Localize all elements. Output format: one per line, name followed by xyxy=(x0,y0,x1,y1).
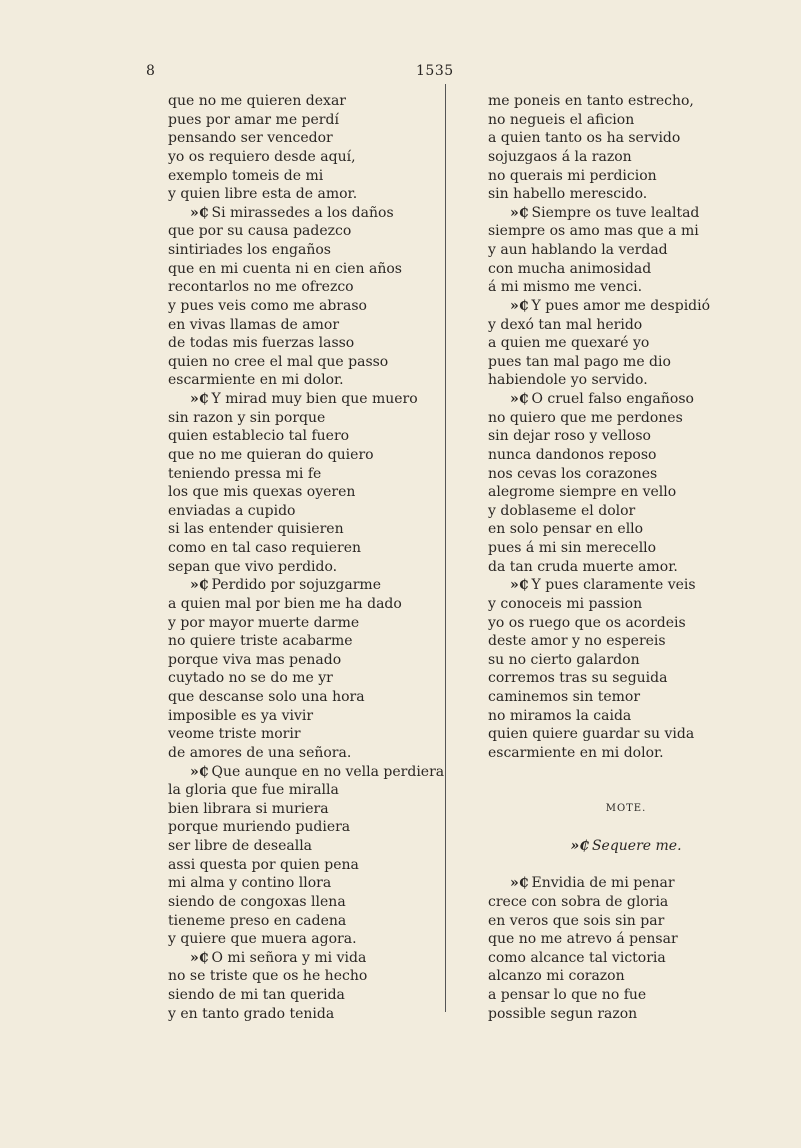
verse-text: sin razon y sin porque xyxy=(168,409,326,426)
page-number: 8 xyxy=(146,63,155,79)
verse-line xyxy=(168,837,440,856)
stanza-first-line xyxy=(168,390,440,409)
right-column xyxy=(488,92,788,1023)
verse-text: de amores de una señora. xyxy=(168,744,352,761)
verse-text: pensando ser vencedor xyxy=(168,130,333,147)
verse-line xyxy=(488,1005,788,1024)
verse-line xyxy=(168,334,440,353)
verse-line xyxy=(168,1005,440,1024)
verse-line xyxy=(168,614,440,633)
verse-text: porque viva mas penado xyxy=(168,651,342,668)
verse-line xyxy=(488,111,788,130)
verse-text: corremos tras su seguida xyxy=(488,670,668,687)
verse-line xyxy=(168,465,440,484)
column-divider xyxy=(445,84,446,1012)
verse-text: O cruel falso engañoso xyxy=(531,391,694,407)
verse-line xyxy=(488,595,788,614)
verse-line xyxy=(488,688,788,707)
verse-text: no se triste que os he hecho xyxy=(168,968,368,985)
verse-text: enviadas a cupido xyxy=(168,502,296,519)
motto-line xyxy=(488,837,764,856)
verse-line xyxy=(488,949,788,968)
verse-line xyxy=(488,241,788,260)
right-column-verses xyxy=(488,92,788,763)
verse-line xyxy=(168,111,440,130)
verse-text: ser libre de deseallа xyxy=(168,838,313,854)
pilcrow-mark: »₵ xyxy=(190,391,209,407)
verse-line xyxy=(488,707,788,726)
verse-text: deste amor y no espereis xyxy=(488,633,666,650)
stanza-first-line xyxy=(168,949,440,968)
pilcrow-mark: »₵ xyxy=(510,875,529,892)
stanza-first-line xyxy=(488,297,788,316)
verse-text: sin habello merescido. xyxy=(488,186,648,203)
verse-text: y aun hablando la verdad xyxy=(488,242,668,258)
verse-text: escarmiente en mi dolor. xyxy=(488,744,664,761)
verse-line xyxy=(168,353,440,372)
verse-line xyxy=(488,483,788,502)
verse-line xyxy=(488,725,788,744)
verse-line xyxy=(168,930,440,949)
verse-line xyxy=(168,893,440,912)
folio-number: 1535 xyxy=(416,63,454,79)
verse-text: mi alma y contino llora xyxy=(168,875,332,892)
spacer xyxy=(488,763,788,782)
verse-line xyxy=(488,465,788,484)
verse-line xyxy=(488,893,788,912)
verse-line xyxy=(168,185,440,204)
verse-text: a pensar lo que no fue xyxy=(488,987,647,1003)
verse-line xyxy=(168,92,440,111)
verse-text: que en mi cuenta ni en cien años xyxy=(168,260,402,277)
verse-text: escarmiente en mi dolor. xyxy=(168,372,344,389)
verse-text: en vivas llamas de amor xyxy=(168,316,340,333)
pilcrow-mark: »₵ xyxy=(190,204,209,221)
verse-text: como alcance tal victoria xyxy=(488,949,666,966)
verse-text: alcanzo mi corazon xyxy=(488,968,625,985)
verse-text: que no me quieren dexar xyxy=(168,93,346,109)
verse-text: yo os requiero desde aquí, xyxy=(168,148,356,165)
verse-text: la gloria que fue miralla xyxy=(168,782,339,799)
verse-line xyxy=(168,967,440,986)
motto-text: Sequere me. xyxy=(591,838,682,854)
verse-text: que por su causa padezco xyxy=(168,223,352,240)
verse-line xyxy=(168,222,440,241)
verse-text: Y mirad muy bien que muero xyxy=(211,391,418,407)
verse-text: O mi señora y mi vida xyxy=(211,949,367,966)
verse-text: y por mayor muerte darme xyxy=(168,614,360,631)
pilcrow-mark: »₵ xyxy=(510,297,529,314)
verse-line xyxy=(168,241,440,260)
verse-text: siendo de mi tan querida xyxy=(168,987,345,1003)
verse-text: nos cevas los corazones xyxy=(488,465,658,482)
verse-line xyxy=(168,688,440,707)
verse-line xyxy=(488,334,788,353)
verse-text: crece con sobra de gloria xyxy=(488,893,669,910)
verse-text: exemplo tomeis de mi xyxy=(168,167,324,184)
verse-line xyxy=(488,260,788,279)
verse-text: sintiriades los engaños xyxy=(168,242,331,258)
stanza-first-line xyxy=(168,576,440,595)
verse-text: no negueis el aficion xyxy=(488,111,635,128)
verse-line xyxy=(168,595,440,614)
verse-line xyxy=(168,632,440,651)
verse-text: y conoceis mi passion xyxy=(488,595,643,612)
verse-text: cuytado no se do me yr xyxy=(168,670,333,687)
spacer xyxy=(488,856,788,875)
verse-text: de todas mis fuerzas lasso xyxy=(168,335,355,352)
verse-line xyxy=(168,427,440,446)
verse-line xyxy=(488,669,788,688)
stanza-first-line xyxy=(488,390,788,409)
verse-line xyxy=(488,427,788,446)
verse-text: Perdido por sojuzgarme xyxy=(211,577,381,594)
verse-text: assi questa por quien pena xyxy=(168,856,359,873)
verse-line xyxy=(168,707,440,726)
verse-text: veome triste morir xyxy=(168,726,301,743)
verse-text: pues tan mal pago me dio xyxy=(488,353,671,370)
verse-line xyxy=(168,520,440,539)
verse-text: a quien me quexaré yo xyxy=(488,335,650,352)
verse-text: siendo de congoxas llena xyxy=(168,893,346,910)
spacer xyxy=(488,818,788,837)
verse-line xyxy=(488,502,788,521)
verse-line xyxy=(168,371,440,390)
verse-line xyxy=(168,502,440,521)
verse-line xyxy=(488,967,788,986)
verse-text: y quien libre esta de amor. xyxy=(168,186,358,203)
verse-text: pues por amar me perdí xyxy=(168,111,339,128)
verse-text: no quiero que me perdones xyxy=(488,409,683,426)
verse-text: y doblaseme el dolor xyxy=(488,502,636,519)
verse-text: quien no cree el mal que passo xyxy=(168,353,389,370)
verse-line xyxy=(488,446,788,465)
verse-text: no quiere triste acabarme xyxy=(168,633,353,650)
spacer xyxy=(488,781,788,800)
verse-text: nunca dandonos reposo xyxy=(488,446,657,463)
verse-line xyxy=(168,651,440,670)
verse-text: como en tal caso requieren xyxy=(168,540,362,556)
verse-text: teniendo pressa mi fe xyxy=(168,465,322,482)
verse-line xyxy=(488,614,788,633)
verse-text: sojuzgaos á la razon xyxy=(488,148,632,165)
verse-line xyxy=(488,558,788,577)
verse-line xyxy=(488,539,788,558)
verse-line xyxy=(488,185,788,204)
verse-line xyxy=(168,148,440,167)
verse-line xyxy=(168,483,440,502)
verse-line xyxy=(168,818,440,837)
verse-line xyxy=(168,278,440,297)
verse-line xyxy=(168,129,440,148)
verse-text: y dexó tan mal herido xyxy=(488,316,643,333)
verse-line xyxy=(488,148,788,167)
pilcrow-mark: »₵ xyxy=(190,763,209,780)
verse-text: siempre os amo mas que a mi xyxy=(488,223,699,240)
pilcrow-mark: »₵ xyxy=(190,949,209,966)
verse-text: que no me atrevo á pensar xyxy=(488,931,678,948)
verse-text: tieneme preso en cadena xyxy=(168,912,347,929)
verse-line xyxy=(168,874,440,893)
verse-line xyxy=(168,725,440,744)
stanza-first-line xyxy=(488,874,788,893)
verse-text: a quien mal por bien me ha dado xyxy=(168,595,402,612)
verse-line xyxy=(168,558,440,577)
verse-text: á mi mismo me venci. xyxy=(488,279,643,296)
verse-line xyxy=(488,632,788,651)
verse-text: Que aunque en no vella perdiera xyxy=(211,763,445,780)
left-column xyxy=(168,92,445,1023)
verse-text: quien establecio tal fuero xyxy=(168,428,350,445)
verse-text: y quiere que muera agora. xyxy=(168,931,357,948)
verse-text: pues á mi sin merecello xyxy=(488,540,657,556)
verse-line xyxy=(168,800,440,819)
verse-line xyxy=(168,539,440,558)
verse-text: no querais mi perdicion xyxy=(488,167,657,184)
verse-line xyxy=(488,278,788,297)
verse-text: los que mis quexas oyeren xyxy=(168,484,356,501)
verse-line xyxy=(168,912,440,931)
verse-line xyxy=(488,409,788,428)
verse-text: habiendole yo servido. xyxy=(488,372,648,389)
verse-text: y pues veis como me abraso xyxy=(168,297,367,314)
verse-text: Siempre os tuve lealtad xyxy=(531,204,700,221)
verse-text: en solo pensar en ello xyxy=(488,521,644,538)
verse-line xyxy=(488,930,788,949)
verse-line xyxy=(168,297,440,316)
verse-text: alegrome siempre en vello xyxy=(488,484,677,501)
verse-text: Envidia de mi penar xyxy=(531,875,675,892)
verse-line xyxy=(168,856,440,875)
verse-line xyxy=(488,167,788,186)
verse-line xyxy=(488,222,788,241)
verse-text: quien quiere guardar su vida xyxy=(488,726,695,743)
verse-line xyxy=(168,409,440,428)
verse-text: Si mirassedes a los daños xyxy=(211,204,394,221)
verse-text: con mucha animosidad xyxy=(488,260,652,277)
stanza-first-line xyxy=(488,204,788,223)
verse-line xyxy=(168,744,440,763)
verse-line xyxy=(488,986,788,1005)
verse-line xyxy=(168,316,440,335)
stanza-first-line xyxy=(168,763,445,782)
verse-line xyxy=(488,129,788,148)
verse-text: sin dejar roso y velloso xyxy=(488,428,651,445)
verse-line xyxy=(168,669,440,688)
verse-text: da tan cruda muerte amor. xyxy=(488,558,678,575)
verse-text: su no cierto galardon xyxy=(488,651,640,668)
verse-line xyxy=(488,371,788,390)
verse-line xyxy=(168,446,440,465)
verse-text: Y pues claramente veis xyxy=(531,577,696,594)
mote-heading: MOTE. xyxy=(605,802,647,814)
verse-text: yo os ruego que os acordeis xyxy=(488,614,686,631)
verse-text: recontarlos no me ofrezco xyxy=(168,279,354,296)
pilcrow-mark: »₵ xyxy=(190,577,209,594)
verse-text: sepan que vivo perdido. xyxy=(168,558,338,575)
verse-text: y en tanto grado tenida xyxy=(168,1005,335,1022)
verse-line xyxy=(168,260,440,279)
verse-line xyxy=(168,986,440,1005)
pilcrow-mark: »₵ xyxy=(510,577,529,594)
verse-line xyxy=(168,781,440,800)
stanza-first-line xyxy=(488,576,788,595)
verse-text: no miramos la caida xyxy=(488,707,632,724)
pilcrow-mark: »₵ xyxy=(510,204,529,221)
verse-text: caminemos sin temor xyxy=(488,689,641,705)
verse-line xyxy=(488,92,788,111)
verse-text: bien librara si muriera xyxy=(168,800,329,817)
verse-line xyxy=(488,353,788,372)
verse-text: en veros que sois sin par xyxy=(488,912,665,929)
pilcrow-mark: »₵ xyxy=(570,838,589,854)
verse-line xyxy=(488,912,788,931)
verse-line xyxy=(488,520,788,539)
right-column-glosa xyxy=(488,874,788,1023)
verse-line xyxy=(488,744,788,763)
verse-text: me poneis en tanto estrecho, xyxy=(488,93,694,109)
verse-text: que no me quieran do quiero xyxy=(168,446,374,463)
verse-line xyxy=(168,167,440,186)
verse-text: a quien tanto os ha servido xyxy=(488,130,681,147)
verse-text: imposible es ya vivir xyxy=(168,707,314,724)
verse-text: possible segun razon xyxy=(488,1005,638,1022)
stanza-first-line xyxy=(168,204,440,223)
verse-text: si las entender quisieren xyxy=(168,521,344,538)
pilcrow-mark: »₵ xyxy=(510,391,529,407)
verse-text: porque muriendo pudiera xyxy=(168,819,351,836)
verse-text: que descanse solo una hora xyxy=(168,689,365,705)
verse-text: Y pues amor me despidió xyxy=(531,297,711,314)
verse-line xyxy=(488,316,788,335)
verse-line xyxy=(488,651,788,670)
